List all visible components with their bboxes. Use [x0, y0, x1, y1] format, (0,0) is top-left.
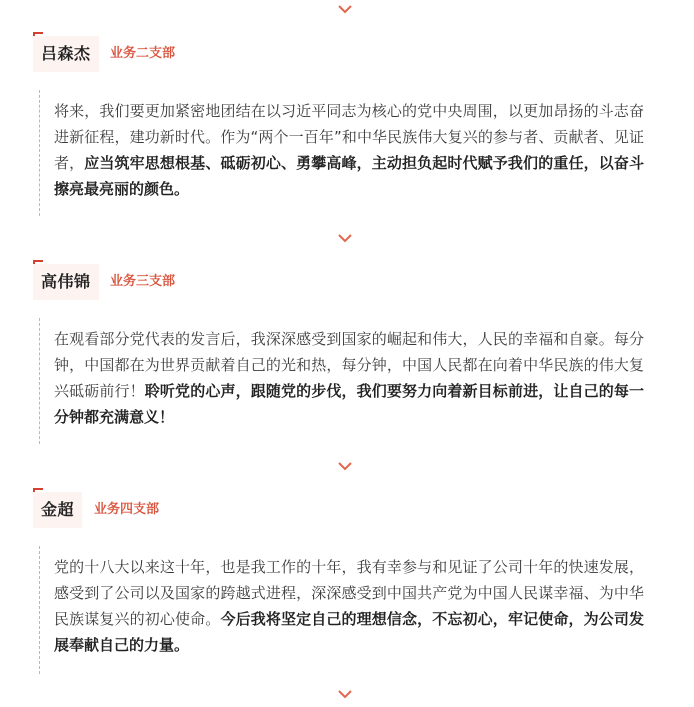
branch-label: 业务二支部 — [110, 46, 176, 61]
dashed-divider — [39, 90, 40, 216]
person-name: 金超 — [41, 500, 75, 519]
statement-text — [54, 326, 644, 430]
dashed-divider — [39, 546, 40, 674]
statement-text — [54, 554, 644, 658]
chevron-down-icon — [337, 689, 353, 699]
statement-plain: 在观看部分党代表的发言后，我深深感受到国家的崛起和伟大，人民的幸福和自豪。每分钟，中国都在为世界贡献着自己的光和热，每分钟，中国人民都在向着中华民族的伟大复兴砥砺前行！ — [54, 330, 644, 400]
statement-bold: 今后我将坚定自己的理想信念，不忘初心，牢记使命，为公司发展奉献自己的力量。 — [54, 610, 644, 654]
statement-plain: 党的十八大以来这十年，也是我工作的十年，我有幸参与和见证了公司十年的快速发展，感受到了公司以及国家的跨越式进程，深深感受到中国共产党为中国人民谋幸福、为中华民族谋复兴的初心使命。 — [54, 558, 644, 628]
statement-bold: 应当筑牢思想根基、砥砺初心、勇攀高峰，主动担负起时代赋予我们的重任，以奋斗擦亮最亮丽的颜色。 — [54, 154, 644, 198]
statement-bold: 聆听党的心声，跟随党的步伐，我们要努力向着新目标前进，让自己的每一分钟都充满意义！ — [54, 382, 644, 426]
name-box — [33, 36, 99, 72]
chevron-down-icon — [337, 461, 353, 471]
chevron-down-icon — [337, 233, 353, 243]
branch-label: 业务四支部 — [94, 502, 160, 517]
name-box — [33, 264, 99, 300]
statement-text — [54, 98, 644, 202]
statement-plain: 将来，我们要更加紧密地团结在以习近平同志为核心的党中央周围，以更加昂扬的斗志奋进新征程，建功新时代。作为“两个一百年”和中华民族伟大复兴的参与者、贡献者、见证者， — [54, 102, 644, 172]
person-name: 高伟锦 — [41, 272, 91, 291]
branch-label: 业务三支部 — [110, 274, 176, 289]
name-box — [33, 492, 82, 528]
chevron-down-icon — [337, 4, 353, 14]
dashed-divider — [39, 318, 40, 444]
person-name: 吕森杰 — [41, 44, 91, 63]
